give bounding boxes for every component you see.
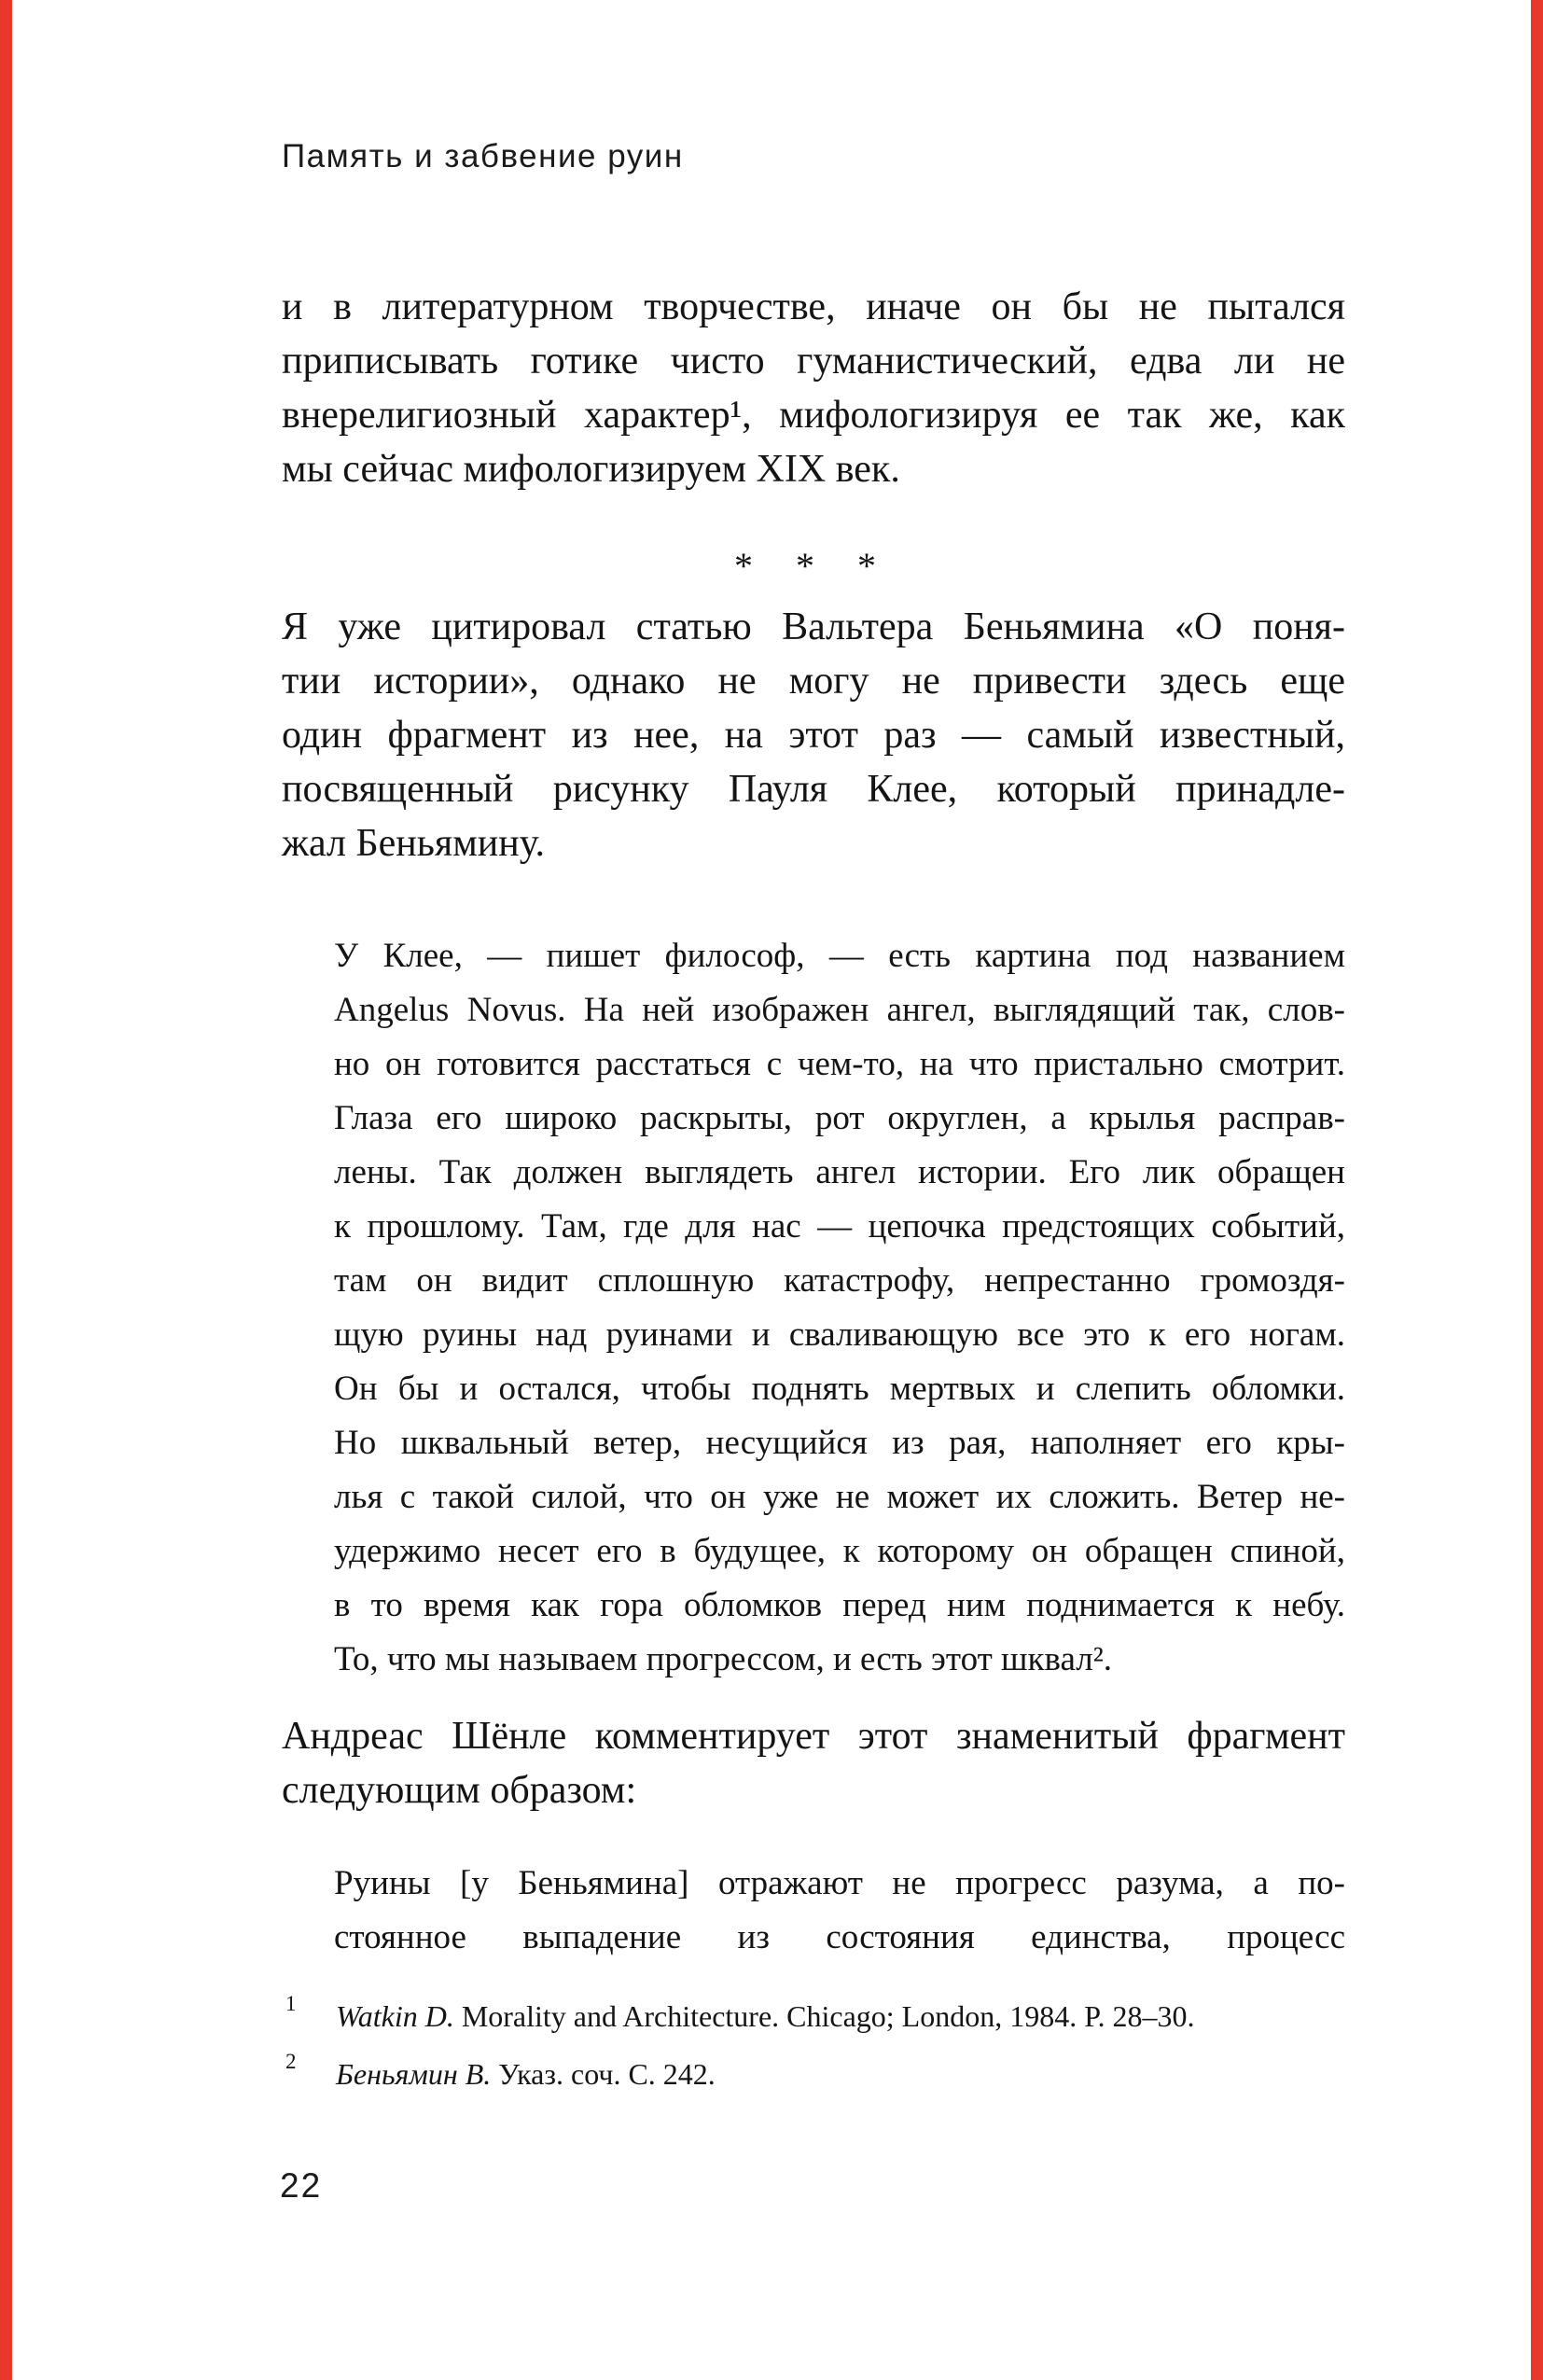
quote-line: щую руины над руинами и сваливающую все это к его ногам. <box>334 1315 1345 1354</box>
quote-line: но он готовится расстаться с чем-то, на что пристально смотрит. <box>334 1045 1345 1083</box>
text-line: мы сейчас мифологизируем XIX век. <box>282 448 900 491</box>
footnote-text: Morality and Architecture. Chicago; London, 1984. P. 28–30. <box>453 1999 1195 2033</box>
text-line: приписывать готике чисто гуманистический, едва ли не <box>282 340 1345 383</box>
quote-line: там он видит сплошную катастрофу, непрестанно громоздя- <box>334 1261 1345 1300</box>
page-edge-right <box>1531 0 1543 2380</box>
footnote-marker: 2 <box>285 2050 297 2073</box>
text-line: следующим образом: <box>282 1769 637 1812</box>
footnote-1 <box>282 1987 1345 2045</box>
quote-line: лья с такой силой, что он уже не может их сложить. Ветер не- <box>334 1478 1345 1516</box>
page-number: 22 <box>280 2166 323 2205</box>
quote-line: удержимо несет его в будущее, к которому он обращен спиной, <box>334 1532 1345 1570</box>
footnote-marker: 1 <box>285 1992 297 2015</box>
quote-line: к прошлому. Там, где для нас — цепочка предстоящих событий, <box>334 1207 1345 1246</box>
text-line: жал Беньямину. <box>282 822 546 865</box>
footnotes <box>282 1987 1345 2103</box>
footnote-text: Указ. соч. С. 242. <box>491 2057 716 2091</box>
quote-line: лены. Так должен выглядеть ангел истории. Его лик обращен <box>334 1153 1345 1191</box>
running-header: Память и забвение руин <box>282 138 684 174</box>
quote-line: То, что мы называем прогрессом, и есть этот шквал². <box>334 1640 1113 1678</box>
quote-line: в то время как гора обломков перед ним поднимается к небу. <box>334 1586 1345 1624</box>
quote-line: стоянное выпадение из состояния единства, процесс <box>334 1918 1345 1956</box>
section-separator: * * * <box>734 545 893 587</box>
quote-line: Глаза его широко раскрыты, рот округлен, а крылья расправ- <box>334 1099 1345 1137</box>
footnote-2 <box>282 2045 1345 2103</box>
quote-line: У Клее, — пишет философ, — есть картина под названием <box>334 937 1345 975</box>
quote-line: Руины [у Беньямина] отражают не прогресс разума, а по- <box>334 1864 1345 1902</box>
text-line: Андреас Шёнле комментирует этот знаменитый фрагмент <box>282 1715 1345 1758</box>
quote-line: Но шквальный ветер, несущийся из рая, наполняет его кры- <box>334 1424 1345 1462</box>
footnote-author: Беньямин В. <box>336 2057 492 2091</box>
schonle-quote <box>334 1857 1345 1965</box>
paragraph-1 <box>282 280 1345 496</box>
text-line: Я уже цитировал статью Вальтера Беньямина «О поня- <box>282 605 1345 648</box>
quote-line: Angelus Novus. На ней изображен ангел, выглядящий так, слов- <box>334 991 1345 1029</box>
page-edge-left <box>0 0 12 2380</box>
text-line: и в литературном творчестве, иначе он бы не пытался <box>282 285 1345 328</box>
quote-line: Он бы и остался, чтобы поднять мертвых и слепить обломки. <box>334 1370 1345 1408</box>
text-line: внерелигиозный характер¹, мифологизируя ее так же, как <box>282 394 1345 437</box>
text-line: тии истории», однако не могу не привести здесь еще <box>282 660 1345 703</box>
paragraph-2 <box>282 600 1345 870</box>
benjamin-quote <box>334 929 1345 1687</box>
paragraph-3 <box>282 1709 1345 1817</box>
footnote-author: Watkin D. <box>336 1999 454 2033</box>
text-line: один фрагмент из нее, на этот раз — самый известный, <box>282 714 1345 757</box>
text-line: посвященный рисунку Пауля Клее, который принадле- <box>282 768 1345 811</box>
